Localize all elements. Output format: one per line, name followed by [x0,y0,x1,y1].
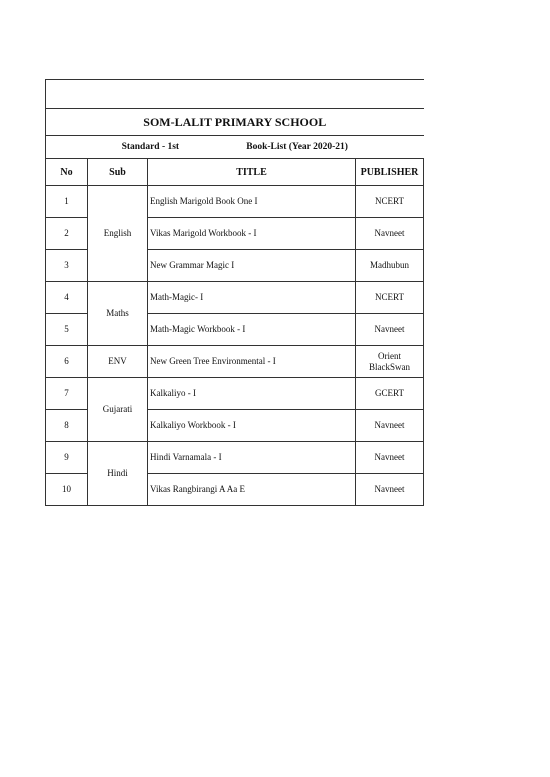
table-row [46,442,424,474]
row-number: 5 [46,314,88,346]
row-number: 3 [46,250,88,282]
publisher-cell: Madhubun [356,250,424,282]
school-name: SOM-LALIT PRIMARY SCHOOL [46,109,424,136]
row-number: 10 [46,474,88,506]
publisher-cell: NCERT [356,186,424,218]
publisher-line: BlackSwan [369,361,410,372]
publisher-cell: NCERT [356,282,424,314]
subject-cell: Maths [88,282,148,346]
book-title: Kalkaliyo - I [148,378,356,410]
publisher-cell: GCERT [356,378,424,410]
book-title: Math-Magic Workbook - I [148,314,356,346]
blank-header-row [46,80,424,109]
table-row [46,186,424,218]
row-number: 1 [46,186,88,218]
row-number: 7 [46,378,88,410]
standard-label: Standard - 1st [121,141,180,152]
row-number: 8 [46,410,88,442]
header-title: TITLE [148,159,356,186]
book-title: English Marigold Book One I [148,186,356,218]
table-row [46,282,424,314]
publisher-cell: Navneet [356,442,424,474]
publisher-cell: Navneet [356,410,424,442]
book-title: Math-Magic- I [148,282,356,314]
subject-cell: Hindi [88,442,148,506]
subject-cell: Gujarati [88,378,148,442]
row-number: 4 [46,282,88,314]
book-list-label: Book-List (Year 2020-21) [246,141,348,152]
book-title: New Grammar Magic I [148,250,356,282]
header-sub: Sub [88,159,148,186]
book-title: Vikas Rangbirangi A Aa E [148,474,356,506]
book-title: New Green Tree Environmental - I [148,346,356,378]
table-row [46,378,424,410]
publisher-line: Orient [378,350,401,361]
subtitle-cell [46,136,424,159]
row-number: 6 [46,346,88,378]
book-title: Hindi Varnamala - I [148,442,356,474]
subject-cell: English [88,186,148,282]
subject-cell: ENV [88,346,148,378]
school-title-row [46,109,424,136]
header-no: No [46,159,88,186]
publisher-cell [356,346,424,378]
blank-cell [46,80,424,109]
book-list-table [45,79,424,506]
table-row [46,346,424,378]
publisher-cell: Navneet [356,218,424,250]
header-publisher: PUBLISHER [356,159,424,186]
subtitle-row [46,136,424,159]
book-title: Kalkaliyo Workbook - I [148,410,356,442]
publisher-cell: Navneet [356,314,424,346]
book-title: Vikas Marigold Workbook - I [148,218,356,250]
publisher-cell: Navneet [356,474,424,506]
column-header-row [46,159,424,186]
row-number: 2 [46,218,88,250]
row-number: 9 [46,442,88,474]
